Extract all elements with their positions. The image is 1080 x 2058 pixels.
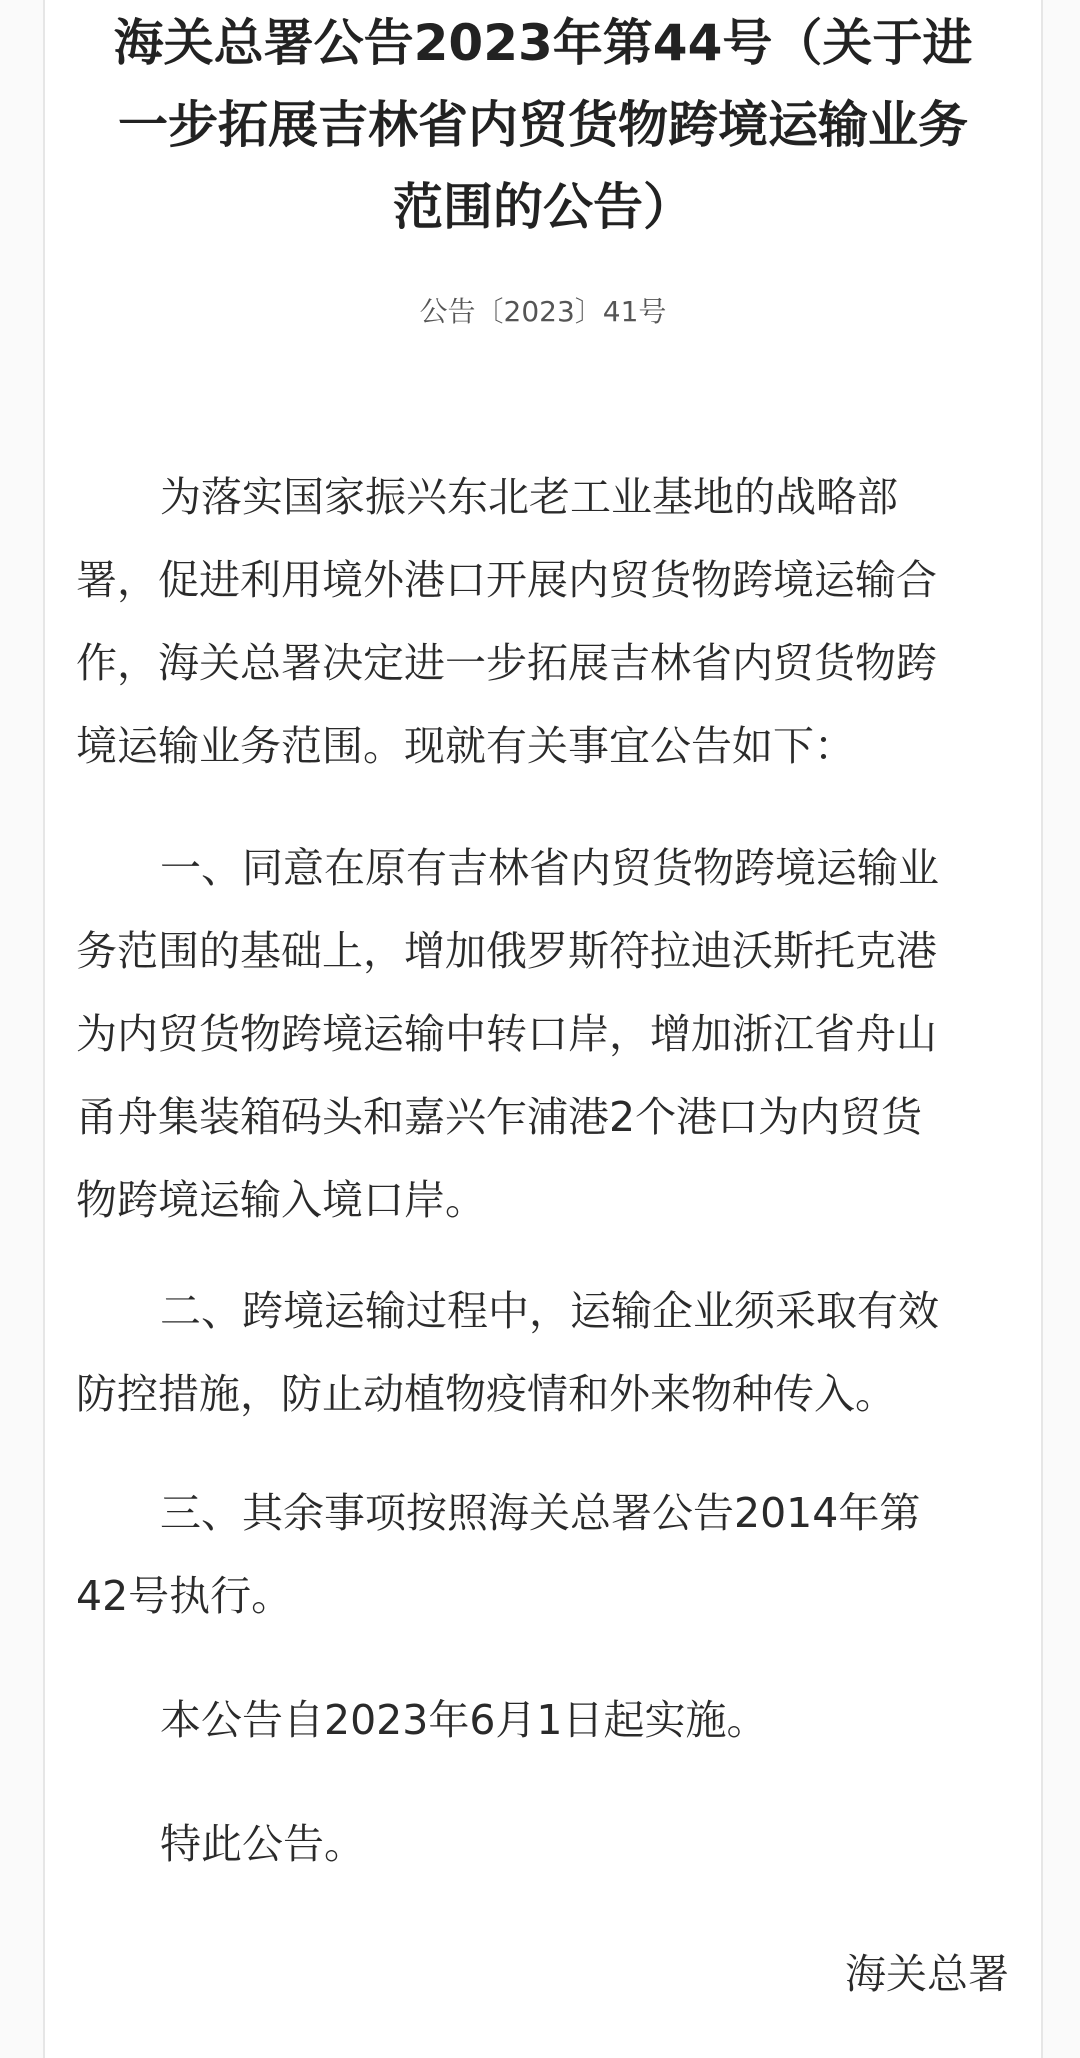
title-line: 海关总署公告2023年第44号（关于进 (113, 14, 973, 72)
text-line: 42号执行。 (76, 1572, 293, 1620)
text-line: 务范围的基础上，增加俄罗斯符拉迪沃斯托克港 (76, 927, 937, 975)
page-title (45, 2, 1041, 248)
announcement-card (43, 0, 1043, 2058)
text-line: 特此公告。 (160, 1820, 365, 1868)
text-line: 一、同意在原有吉林省内贸货物跨境运输业 (160, 844, 939, 892)
text-line: 为落实国家振兴东北老工业基地的战略部 (160, 473, 898, 521)
text-line: 三、其余事项按照海关总署公告2014年第 (160, 1489, 921, 1537)
paragraph-intro (76, 456, 1006, 788)
text-line: 为内贸货物跨境运输中转口岸，增加浙江省舟山 (76, 1010, 937, 1058)
text-line: 二、跨境运输过程中，运输企业须采取有效 (160, 1287, 939, 1335)
paragraph-item-2 (76, 1270, 1006, 1436)
paragraph-item-3 (76, 1472, 1006, 1638)
text-line: 本公告自2023年6月1日起实施。 (160, 1696, 768, 1744)
signature: 海关总署 (845, 1950, 1009, 1998)
paragraph-effective-date (76, 1679, 1006, 1762)
text-line: 防控措施，防止动植物疫情和外来物种传入。 (76, 1370, 896, 1418)
text-line: 境运输业务范围。现就有关事宜公告如下： (76, 722, 855, 770)
text-line: 物跨境运输入境口岸。 (76, 1176, 486, 1224)
title-line: 一步拓展吉林省内贸货物跨境运输业务 (118, 96, 968, 154)
paragraph-item-1 (76, 827, 1006, 1242)
text-line: 甬舟集装箱码头和嘉兴乍浦港2个港口为内贸货 (76, 1093, 923, 1141)
document-number: 公告〔2023〕41号 (419, 295, 667, 328)
text-line: 署，促进利用境外港口开展内贸货物跨境运输合 (76, 556, 937, 604)
text-line: 作，海关总署决定进一步拓展吉林省内贸货物跨 (76, 639, 937, 687)
paragraph-closing (76, 1803, 1006, 1886)
title-line: 范围的公告） (393, 178, 693, 236)
